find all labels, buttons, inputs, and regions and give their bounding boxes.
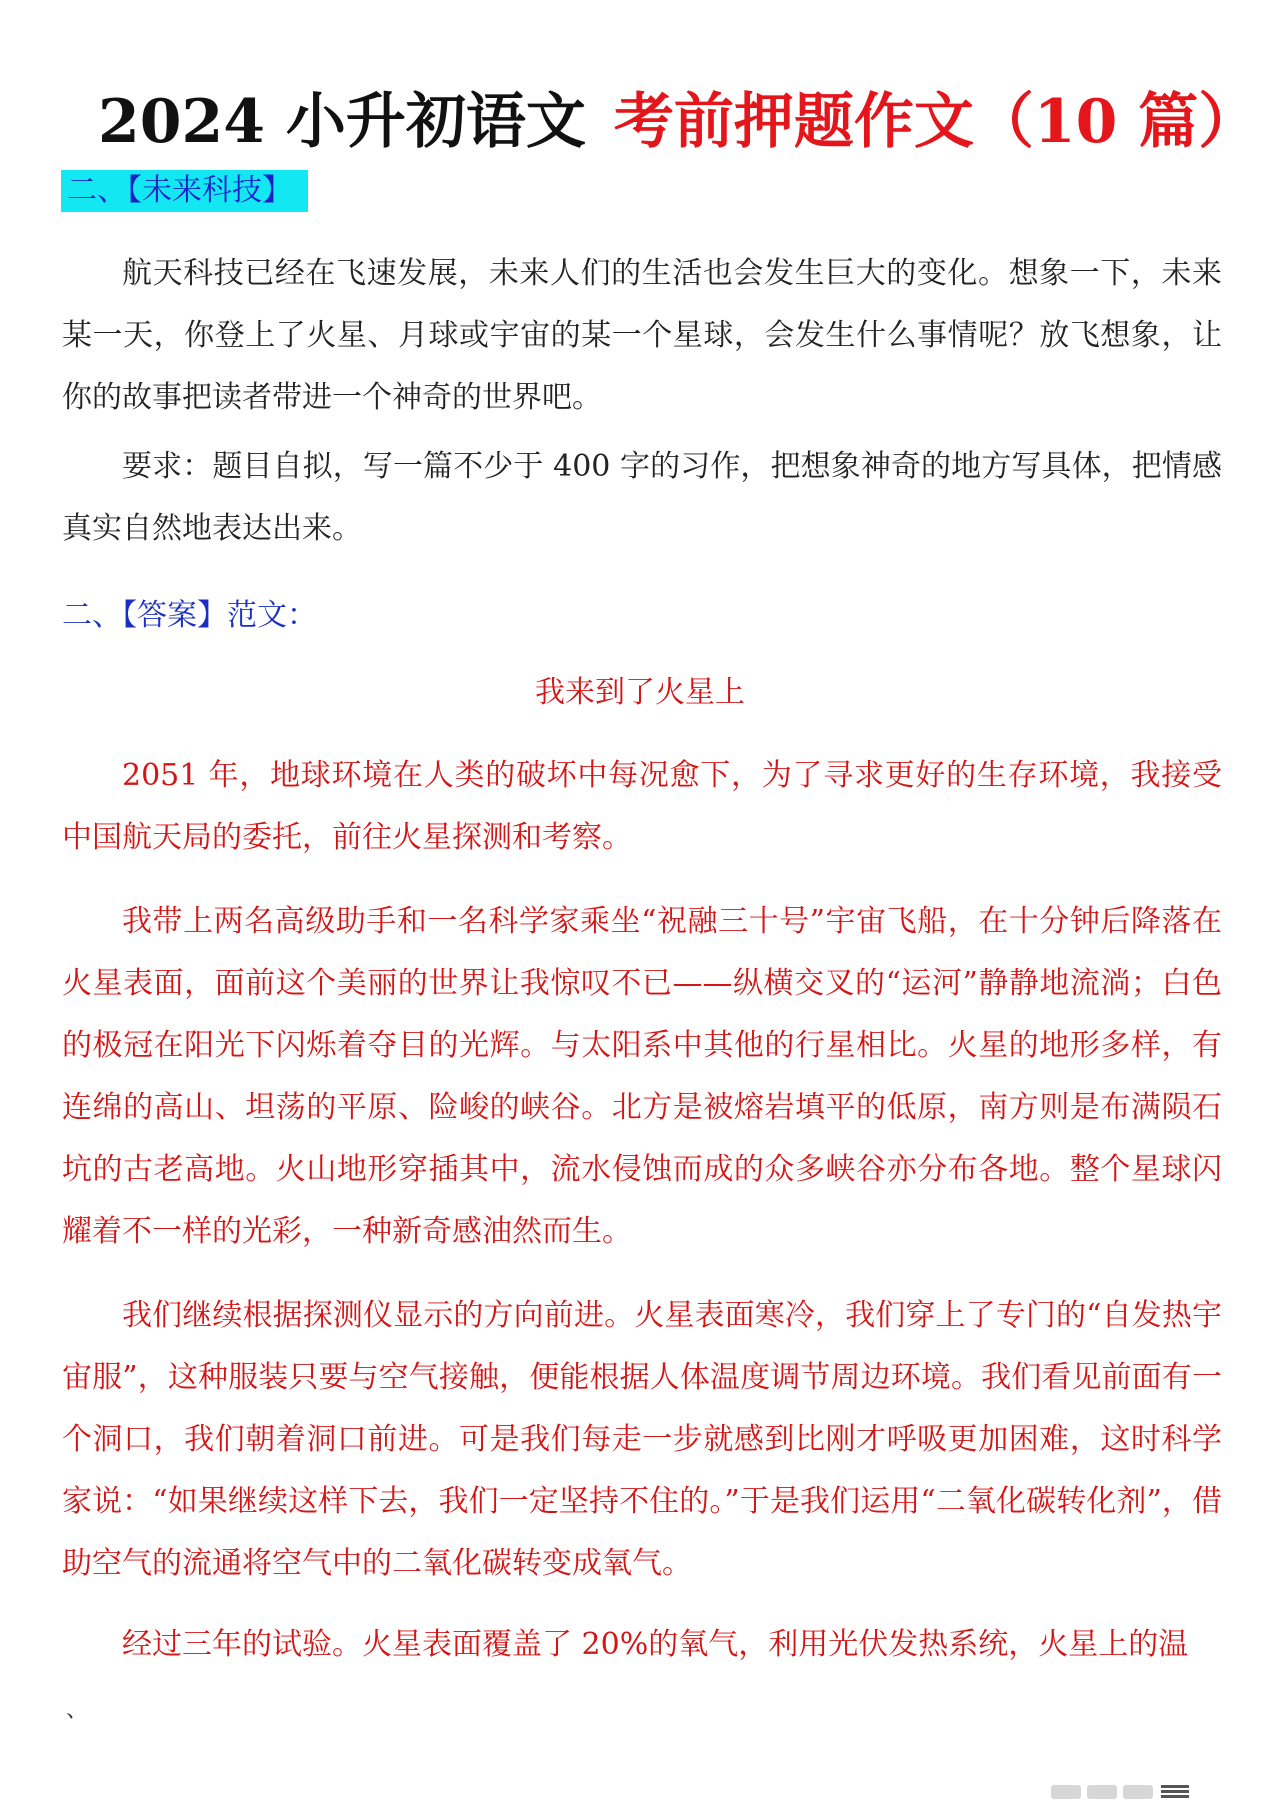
title-grade-subject: 2024 小升初语文 xyxy=(98,87,586,157)
page-title xyxy=(98,82,1259,162)
page-dot xyxy=(1087,1785,1117,1799)
stray-mark: 、 xyxy=(66,1698,89,1723)
requirement-paragraph: 要求：题目自拟，写一篇不少于 400 字的习作，把想象神奇的地方写具体，把情感真实自然地表达出来。 xyxy=(62,449,1222,546)
title-topic: 考前押题作文（10 篇） xyxy=(613,87,1259,157)
section-tag: 二、【未来科技】 xyxy=(61,170,308,212)
page-dot xyxy=(1123,1785,1153,1799)
page-indicator xyxy=(1051,1785,1251,1799)
answer-label: 二、【答案】范文： xyxy=(62,598,317,633)
essay-paragraph: 我们继续根据探测仪显示的方向前进。火星表面寒冷，我们穿上了专门的“自发热宇宙服”，这种服装只要与空气接触，便能根据人体温度调节周边环境。我们看见前面有一个洞口，我们朝着洞口前进。可是我们每走一步就感到比刚才呼吸更加困难，这时科学家说：“如果继续这样下去，我们一定坚持不住的。”于是我们运用“二氧化碳转化剂”，借助空气的流通将空气中的二氧化碳转变成氧气。 xyxy=(62,1298,1222,1581)
menu-line-icon xyxy=(1161,1785,1189,1788)
prompt-paragraph: 航天科技已经在飞速发展，未来人们的生活也会发生巨大的变化。想象一下，未来某一天，你登上了火星、月球或宇宙的某一个星球，会发生什么事情呢？放飞想象，让你的故事把读者带进一个神奇的世界吧。 xyxy=(62,256,1222,415)
page-dot xyxy=(1051,1785,1081,1799)
essay-paragraph: 我带上两名高级助手和一名科学家乘坐“祝融三十号”宇宙飞船，在十分钟后降落在火星表面，面前这个美丽的世界让我惊叹不已——纵横交叉的“运河”静静地流淌；白色的极冠在阳光下闪烁着夺目的光辉。与太阳系中其他的行星相比。火星的地形多样，有连绵的高山、坦荡的平原、险峻的峡谷。北方是被熔岩填平的低原，南方则是布满陨石坑的古老高地。火山地形穿插其中，流水侵蚀而成的众多峡谷亦分布各地。整个星球闪耀着不一样的光彩，一种新奇感油然而生。 xyxy=(62,904,1222,1249)
essay-paragraph: 2051 年，地球环境在人类的破坏中每况愈下，为了寻求更好的生存环境，我接受中国航天局的委托，前往火星探测和考察。 xyxy=(62,758,1222,855)
menu-line-icon xyxy=(1161,1790,1189,1793)
menu-line-icon xyxy=(1161,1795,1189,1798)
essay-paragraph: 经过三年的试验。火星表面覆盖了 20%的氧气，利用光伏发热系统，火星上的温 xyxy=(122,1627,1189,1662)
essay-title: 我来到了火星上 xyxy=(535,675,745,710)
